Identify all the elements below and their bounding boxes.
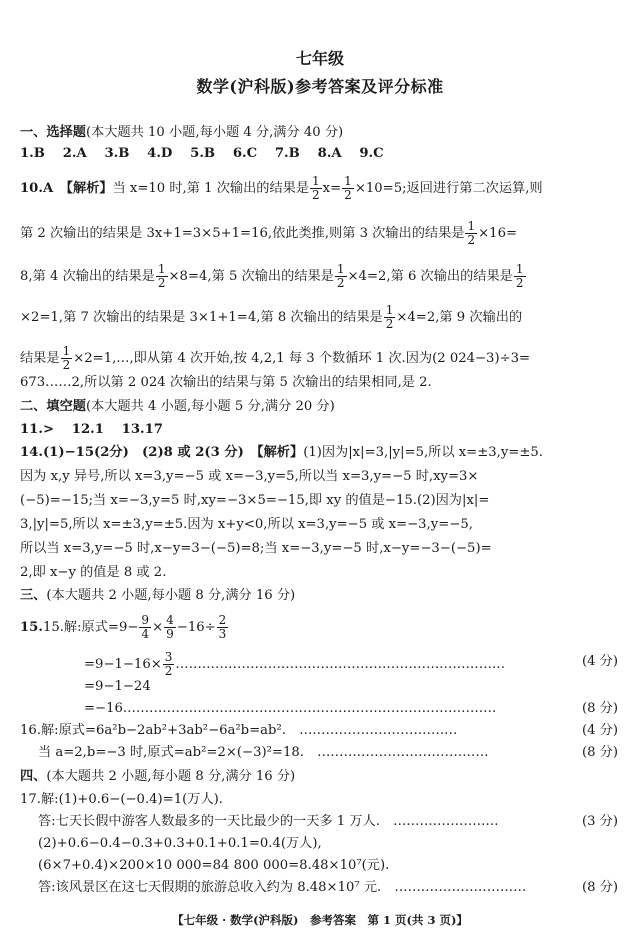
document-title: 数学(沪科版)参考答案及评分标准 — [196, 77, 444, 96]
fraction-nine-fourths: $\frac{9}{4}$ — [141, 613, 150, 641]
q16-score-2: (8 分) — [581, 745, 618, 760]
q14-line-1: 14.(1)−15(2分) (2)8 或 2(3 分) 【解析】(1)因为|x|=3,|y|=5,所以 x=±3,y=±5. — [20, 445, 543, 460]
fraction-one-half: $\frac{1}{2}$ — [515, 262, 524, 290]
fraction-one-half: $\frac{1}{2}$ — [62, 344, 71, 372]
section-2-heading: 二、填空题(本大题共 4 小题,每小题 5 分,满分 20 分) — [20, 399, 335, 414]
q14-line-2: 因为 x,y 异号,所以 x=3,y=−5 或 x=−3,y=5,所以当 x=3,y=−5 时,xy=3× — [20, 469, 479, 484]
q17-line-1: 17.解:(1)+0.6−(−0.4)=1(万人). — [20, 792, 223, 807]
grade-title: 七年级 — [295, 49, 344, 68]
fraction-one-half: $\frac{1}{2}$ — [385, 303, 394, 331]
q14-line-5: 所以当 x=3,y=−5 时,x−y=3−(−5)=8;当 x=−3,y=−5 时,x−y=−3−(−5)= — [20, 541, 492, 556]
q10-line-5: 结果是 $\frac{1}{2}$ ×2=1,…,即从第 4 次开始,按 4,2,1 每 3 个数循环 1 次.因为(2 024−3)÷3= — [20, 344, 531, 372]
q15-line-2: =9−1−16× $\frac{3}{2}$ ………………………………………………………………… — [84, 650, 506, 678]
q10-line-4: ×2=1,第 7 次输出的结果是 3×1+1=4,第 8 次输出的结果是 $\frac{1}{2}$ ×4=2,第 9 次输出的 — [20, 303, 523, 331]
q17-score-2: (8 分) — [581, 880, 618, 895]
q15-score-2: (8 分) — [581, 701, 618, 716]
q16-line-2: 当 a=2,b=−3 时,原式=ab²=2×(−3)²=18. ………………………………… — [38, 745, 489, 760]
q10-line-2: 第 2 次输出的结果是 3x+1=3×5+1=16,依此类推,则第 3 次输出的结果是 $\frac{1}{2}$ ×16= — [20, 219, 518, 247]
q15-score-1: (4 分) — [581, 654, 618, 669]
fraction-one-half: $\frac{1}{2}$ — [344, 174, 352, 202]
q10-line-1: 10.A 【解析】当 x=10 时,第 1 次输出的结果是 $\frac{1}{2}$ x= $\frac{1}{2}$ ×10=5;返回进行第二次运算,则 — [20, 174, 543, 202]
fraction-two-thirds: $\frac{2}{3}$ — [218, 613, 227, 641]
q15-line-4: =−16.………………………………………………………………………… — [84, 701, 497, 716]
q17-score-1: (3 分) — [581, 814, 618, 829]
page-footer: 【七年级 · 数学(沪科版) 参考答案 第 1 页(共 3 页)】 — [172, 913, 468, 927]
fraction-one-half: $\frac{1}{2}$ — [312, 174, 320, 202]
fraction-four-ninths: $\frac{4}{9}$ — [166, 613, 174, 641]
section-4-heading: 四、(本大题共 2 小题,每小题 8 分,满分 16 分) — [20, 769, 296, 784]
q17-line-2: 答:七天长假中游客人数最多的一天比最少的一天多 1 万人. …………………… — [38, 814, 499, 829]
q17-line-3: (2)+0.6−0.4−0.3+0.3+0.1+0.1=0.4(万人), — [38, 836, 322, 851]
q15-line-3: =9−1−24 — [84, 679, 151, 694]
q10-line-6: 673……2,所以第 2 024 次输出的结果与第 5 次输出的结果相同,是 2. — [20, 375, 432, 390]
q14-line-4: 3,|y|=5,所以 x=±3,y=±5.因为 x+y<0,所以 x=3,y=−5 或 x=−3,y=−5, — [20, 517, 473, 532]
choice-answers: 1.B 2.A 3.B 4.D 5.B 6.C 7.B 8.A 9.C — [20, 146, 384, 161]
section-3-heading: 三、(本大题共 2 小题,每小题 8 分,满分 16 分) — [20, 588, 296, 603]
fraction-one-half: $\frac{1}{2}$ — [157, 262, 166, 290]
q15-line-1: 15.15.解:原式=9− $\frac{9}{4}$ × $\frac{4}{9}$ −16÷ $\frac{2}{3}$ — [20, 613, 227, 641]
q14-line-3: (−5)=−15;当 x=−3,y=5 时,xy=−3×5=−15,即 xy 的值是−15.(2)因为|x|= — [20, 493, 490, 508]
q10-line-3: 8,第 4 次输出的结果是 $\frac{1}{2}$ ×8=4,第 5 次输出的结果是 $\frac{1}{2}$ ×4=2,第 6 次输出的结果是 $\frac{1}{2}$ — [20, 262, 524, 290]
q16-line-1: 16.解:原式=6a²b−2ab²+3ab²−6a²b=ab². ……………………………… — [20, 723, 458, 738]
q17-line-4: (6×7+0.4)×200×10 000=84 800 000=8.48×10⁷(元). — [38, 858, 390, 873]
q16-score-1: (4 分) — [581, 723, 618, 738]
fraction-three-halves: $\frac{3}{2}$ — [164, 650, 173, 678]
fill-answers: 11.> 12.1 13.17 — [20, 422, 163, 437]
section-1-heading: 一、选择题(本大题共 10 小题,每小题 4 分,满分 40 分) — [20, 125, 344, 140]
q14-line-6: 2,即 x−y 的值是 8 或 2. — [20, 565, 167, 580]
fraction-one-half: $\frac{1}{2}$ — [467, 219, 476, 247]
q17-line-5: 答:该风景区在这七天假期的旅游总收入约为 8.48×10⁷ 元. ………………………… — [38, 880, 527, 895]
fraction-one-half: $\frac{1}{2}$ — [336, 262, 345, 290]
